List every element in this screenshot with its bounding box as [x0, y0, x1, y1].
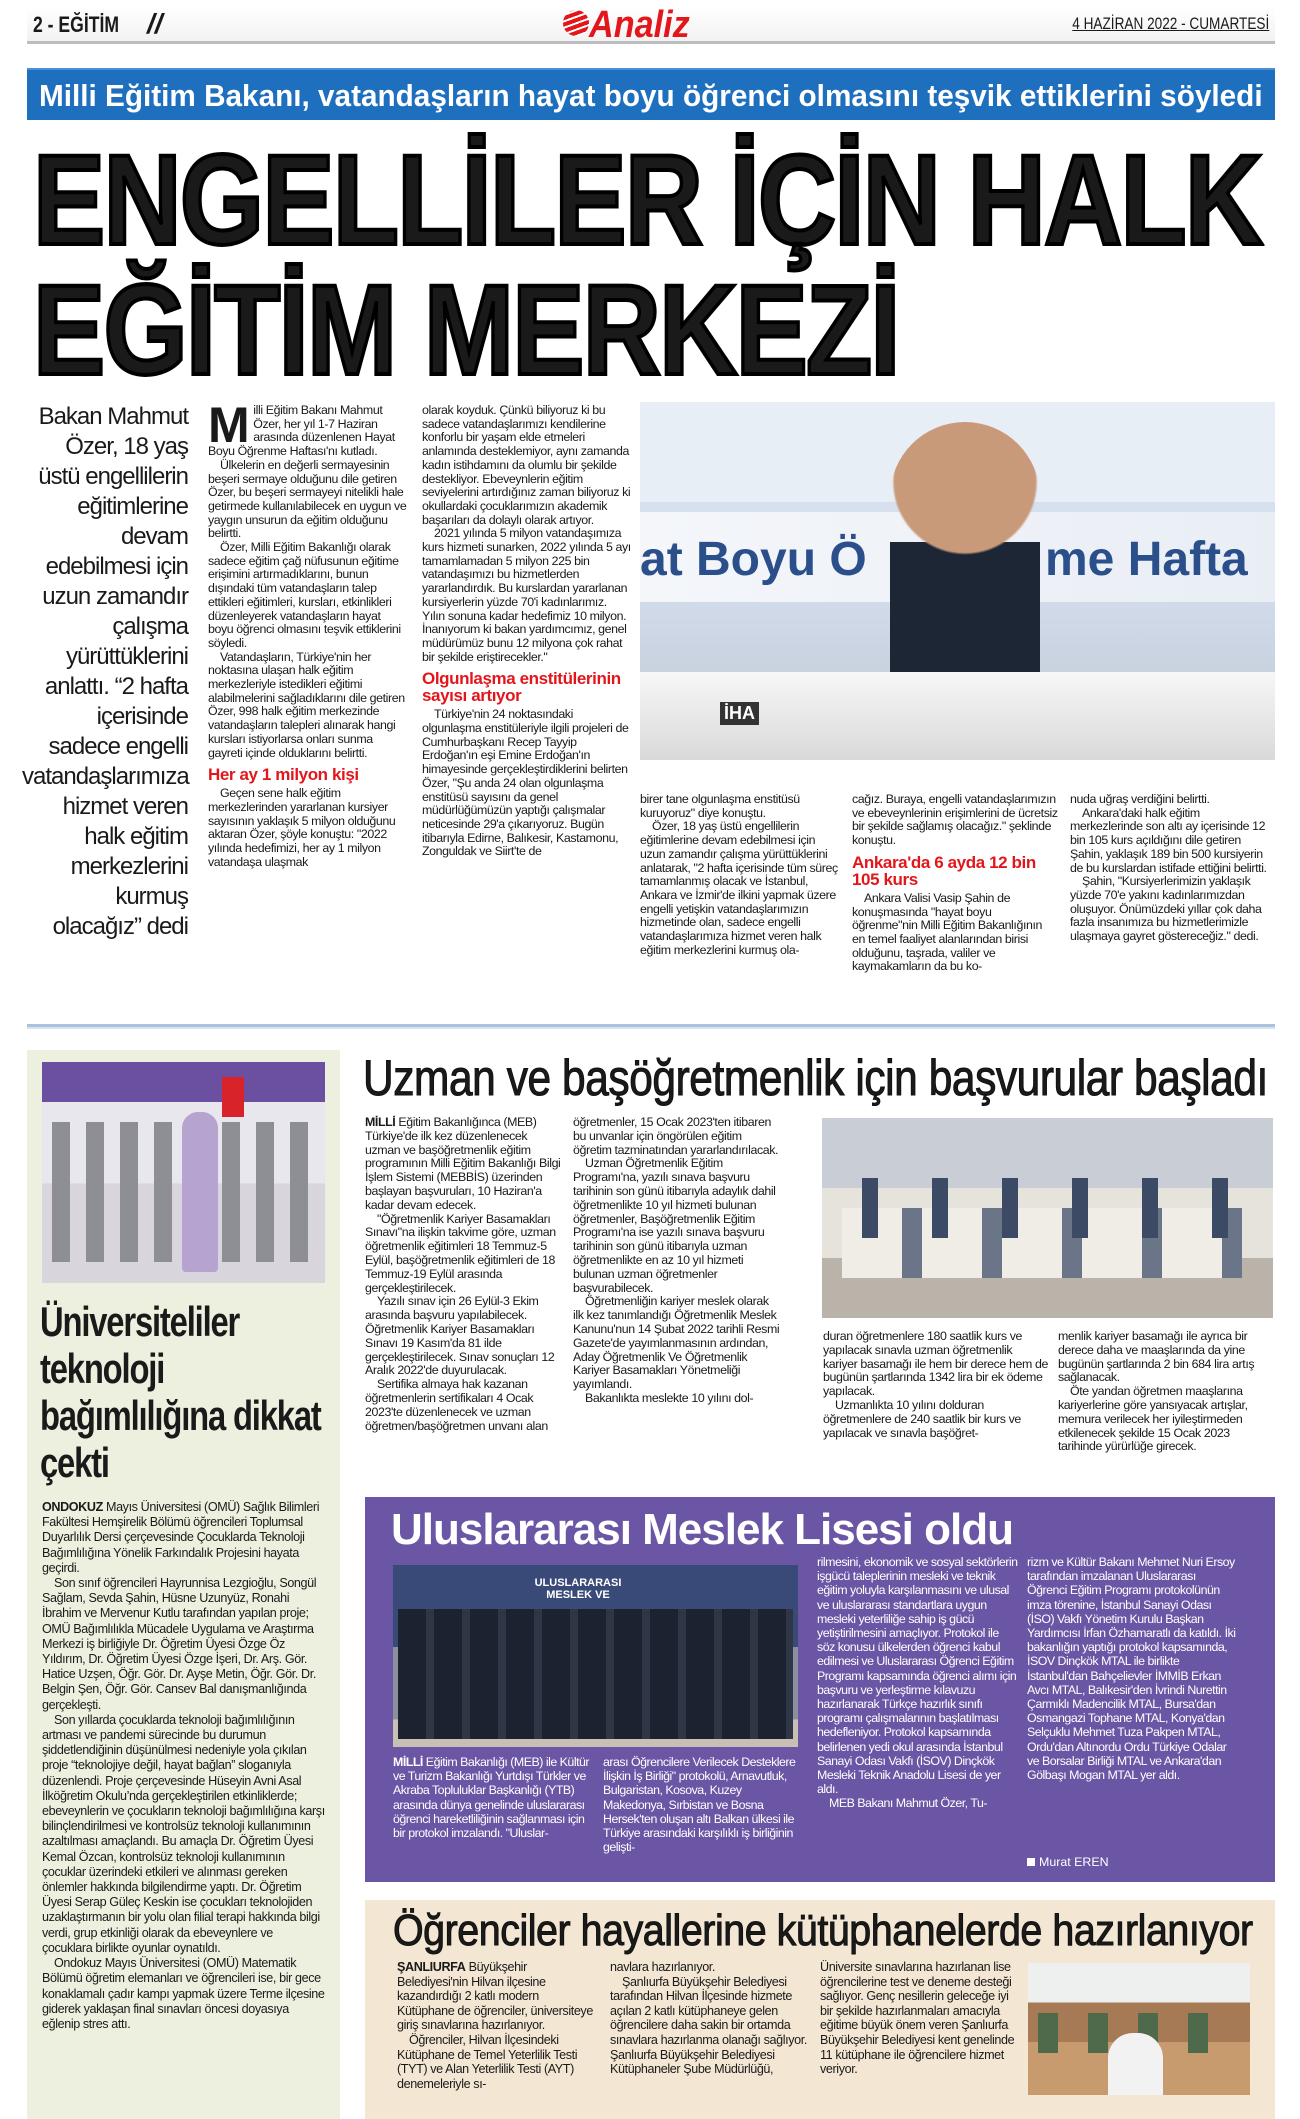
paragraph: Son yıllarda çocuklarda teknoloji bağımlılığının artması ve pandemi sürecinde bu durumun şiddetlendiğinin düşünülmesi nedeniyle yola çıkılan proje “teknolojiye değil, hayat bağlan” sloganıyla düzenlendi. Proje çerçevesinde Hüseyin Avni Asal İlköğretim Okulu’nda gerçekleştirilen etkinliklerde; ebeveynlerin ve çocukların teknoloji bağımlılığına karşı bilinçlendirilmesi ve kontrolsüz teknoloji kullanımının azaltılması amaçlandı. Bu amaçla Dr. Öğretim Üyesi Kemal Özcan, kontrolsüz teknoloji kullanımının çocuklar üzerindeki etkileri ve alınması gereken önlemler hakkında bilgilendirme yaptı. Dr. Öğretim Üyesi Serap Güleç Keskin ise çocukları teknolojiden uzaklaştırmanın bir yolu olan filial terapi hakkında bilgi verdi, grup etkinliği olarak da ebeveynlere ve çocuklara birlikte oyunlar oynatıldı.: [42, 1712, 325, 1955]
uzman-title-text: Uzman ve başöğretmenlik için başvurular başladı: [363, 1050, 1268, 1106]
paragraph-continued: olarak koyduk. Çünkü biliyoruz ki bu sadece vatandaşlarımızı kendilerine konforlu bir yaşam elde etmeleri anlamında desteklemiyor, aynı zamanda kadın istihdamını da olumlu bir şekilde destekliyor. Ebeveynlerin eğitim seviyelerini artırdığınız zaman biliyoruz ki okullardaki çocuklarımızın akademik başarıları da dolaylı olarak artıyor.: [422, 403, 631, 527]
paragraph-continued: navlara hazırlanıyor.: [610, 1960, 716, 1974]
kutuphane-title: Öğrenciler hayallerine kütüphanelerde hazırlanıyor: [393, 1906, 1253, 1955]
paragraph-text: Mayıs Üniversitesi (OMÜ) Sağlık Bilimleri Fakültesi Hemşirelik Bölümü öğrencileri Toplumsal Duyarlılık Dersi çerçevesinde Çocuklarda Teknoloji Bağımlılığına Yönelik Farkındalık Projesini hayata geçirdi.: [42, 1500, 320, 1575]
paragraph: MEB Bakanı Mahmut Özer, Tu-: [829, 1796, 987, 1811]
library-photo: [1028, 1963, 1250, 2095]
issue-date: 4 HAZİRAN 2022 - CUMARTESİ: [1071, 14, 1269, 33]
uzman-col-1: [365, 1116, 565, 1433]
photo-banner-text-right: me Hafta: [1045, 533, 1248, 586]
lead-paragraph: [208, 397, 408, 459]
lead-paragraph: [42, 1500, 325, 1576]
main-col-5: [1070, 793, 1275, 944]
main-col-3: [640, 793, 840, 957]
paragraph-text: Eğitim Bakanlığınca (MEB) Türkiye'de ilk kez düzenlenecek uzman ve başöğretmenlik eğitim programının Milli Eğitim Bakanlığı Bilgi İşlem Sistemi (MEBBİS) üzerinden başlayan başvuruları, 10 Haziran'a kadar devam edecek.: [365, 1115, 561, 1212]
minister-photo: [640, 402, 1275, 760]
paragraph: Ankara'daki halk eğitim merkezlerinde son altı ay içerisinde 12 bin 105 kurs açıldığını dile getiren Şahin, yaklaşık 189 bin 500 kursiyerin de bu kurslardan istifade ettiğini belirtti.: [1070, 805, 1267, 875]
paragraph: Öğrenciler, Hilvan İlçesindeki Kütüphane de Temel Yeterlilik Testi (TYT) ve Alan Yeterlilik Testi (AYT) denemeleriyle sı-: [397, 2032, 578, 2091]
paragraph: Yazılı sınav için 26 Eylül-3 Ekim arasında başvuru yapılabilecek. Öğretmenlik Kariyer Basamakları Sınavı 19 Kasım'da 81 ilde gerçekleştirilecek. Sınav sonuçları 12 Aralık 2022'de duyurulacak.: [365, 1294, 555, 1378]
lead-word: MİLLİ: [365, 1115, 396, 1129]
paragraph-continued: nuda uğraş verdiğini belirtti.: [1070, 792, 1210, 806]
section-label: 2 - EĞİTİM: [33, 12, 120, 37]
paragraph-continued: birer tane olgunlaşma enstitüsü kuruyoruz" diye konuştu.: [640, 792, 800, 820]
subheading: Her ay 1 milyon kişi: [208, 765, 359, 785]
meslek-col-1: [393, 1755, 591, 1840]
headline-line-1: ENGELLİLER İÇİN HALK: [33, 129, 1262, 272]
subheading: Olgunlaşma enstitülerinin sayısı artıyor: [422, 669, 621, 706]
photo-banner-text-left: at Boyu Ö: [640, 533, 867, 586]
section-mark: //: [147, 8, 163, 39]
lead-word: MİLLİ: [393, 1755, 423, 1769]
meslek-title-wrap: [391, 1505, 1013, 1555]
meslek-title: Uluslararası Meslek Lisesi oldu: [391, 1505, 1013, 1554]
paragraph-continued: arası Öğrencilere Verilecek Desteklere İlişkin İş Birliği" protokolü, Arnavutluk, Bulgaristan, Kosova, Kuzey Makedonya, Sırbistan ve Bosna Hersek'ten oluşan altı Balkan ülkesi ile Türkiye arasındaki karşılıklı iş birliğinin gelişti-: [603, 1755, 796, 1855]
headline-line-2: EĞİTİM MERKEZİ: [33, 259, 899, 402]
universite-col: [42, 1500, 325, 2032]
main-col-1: [208, 397, 408, 870]
kicker-text: Milli Eğitim Bakanı, vatandaşların hayat boyu öğrenci olmasını teşvik ettiklerini söyledi: [39, 78, 1263, 113]
uzman-col-4: [1058, 1330, 1275, 1454]
page-header: [27, 6, 1275, 44]
kutuphane-col-2: [610, 1960, 810, 2077]
paragraph: Bakanlıkta meslekte 10 yılını dol-: [585, 1390, 754, 1405]
kutuphane-col-3: [820, 1960, 1020, 2077]
paragraph: Ülkelerin en değerli sermayesinin beşeri sermaye olduğunu dile getiren Özer, bu beşeri sermayeyi nitelikli hale getirmede kullanılabilecek en uygun ve yaygın unsurun da eğitim olduğunu belirtti.: [208, 457, 407, 541]
students-figures: [862, 1178, 1242, 1238]
meslek-col-2: [603, 1755, 803, 1854]
lead-word: ŞANLIURFA: [397, 1960, 466, 1974]
paragraph-continued: rizm ve Kültür Bakanı Mehmet Nuri Ersoy tarafından imzalanan Uluslararası Öğrenci Eğitim Programı protokolünün imza törenine, İstanbul Sanayi Odası (İSO) Vakfı Yönetim Kurulu Başkan Yardımcısı İrfan Özhamaratlı da katıldı. İki bakanlığın yaptığı protokol kapsamında, İSOV Dinçkök MTAL ile birlikte İstanbul'dan Bahçelievler İMMİB Erkan Avcı MTAL, Balıkesir'den İvrindi Nurettin Çarmıklı Madencilik MTAL, Bursa'dan Osmangazi Tophane MTAL, Konya'dan Selçuklu Mehmet Tuza Pakpen MTAL, Ordu'dan Altınordu Ordu Türkiye Odalar ve Borsalar Birliği MTAL ve Ankara'dan Gölbaşı Mogan MTAL yer aldı.: [1027, 1555, 1236, 1783]
paragraph: Sertifika almaya hak kazanan öğretmenlerin sertifikaları 4 Ocak 2023'te düzenlenecek ve uzman öğretmen/başöğretmen unvanı alan: [365, 1377, 548, 1433]
paragraph: Ankara Valisi Vasip Şahin de konuşmasında "hayat boyu öğrenme"nin Milli Eğitim Bakanlığının en temel faaliyet alanlarından birisi olduğunu, taşrada, valiler ve kaymakamların da bu ko-: [852, 890, 1043, 974]
uzman-col-2: [573, 1116, 781, 1406]
headline: [33, 129, 1268, 402]
paragraph-text: illi Eğitim Bakanı Mahmut Özer, her yıl 1-7 Haziran arasında düzenlenen Hayat Boyu Öğrenme Haftası'nı kutladı.: [208, 403, 395, 459]
paragraph-continued: rilmesini, ekonomik ve sosyal sektörlerin işgücü taleplerinin mesleki ve teknik eğitim yoluyla karşılanmasını ve ulusal ve uluslararası standartlara uygun mesleki yeterliliğe sahip iş gücü yetiştirilmesini amaçlıyor. Protokol ile söz konusu ülkelerden öğrenci kabul edilmesi ve Uluslararası Öğrenci Eğitim Programı kapsamında öğrenci alımı için başvuru ve yerleştirme kılavuzu hazırlanarak Türkçe hazırlık sınıfı programı çalışmalarının başlatılması hedefleniyor. Protokol kapsamında belirlenen yedi okul arasında İstanbul Sanayi Odası Vakfı (İSOV) Dinçkök Mesleki Teknik Anadolu Lisesi de yer aldı.: [817, 1555, 1018, 1797]
paragraph-continued: öğretmenler, 15 Ocak 2023'ten itibaren bu unvanlar için öngörülen eğitim öğretim tazminatından yararlandırılacak.: [573, 1115, 779, 1157]
logo-globe-icon: [563, 10, 589, 36]
paragraph-text: Eğitim Bakanlığı (MEB) ile Kültür ve Turizm Bakanlığı Yurtdışı Türkler ve Akraba Topluluklar Başkanlığı (YTB) arasında dünya genelinde uluslararası öğrenci hareketliliğinin sağlanması için bir protokol imzalandı. "Uluslar-: [393, 1755, 590, 1841]
kutuphane-title-wrap: [393, 1906, 1263, 1956]
paragraph: Son sınıf öğrencileri Hayrunnisa Lezgioğlu, Songül Sağlam, Sevda Şahin, Hüsne Uzunyüz, Ronahi İbrahim ve Mervenur Kutlu tarafından yapılan proje; OMÜ Bağımlılıkla Mücadele Uygulama ve Araştırma Merkezi iş birliğiyle Dr. Öğretim Üyesi Özge Öz Yıldırım, Dr. Öğretim Üyesi Özge İşeri, Dr. Arş. Gör. Hatice Uzşen, Öğr. Gör. Dr. Ayşe Metin, Öğr. Gör. Dr. Belgin Şen, Öğr. Gör. Cansev Bal danışmanlığında gerçekleşti.: [42, 1576, 317, 1712]
paragraph: Özer, 18 yaş üstü engellilerin eğitimlerine devam edebilmesi için uzun zamandır çalışma yürüttüklerini anlatarak, "2 hafta içerisinde tüm süreç tamamlanmış olacak ve İstanbul, Ankara ve İzmir'de ilkini yapmak üzere engelli yetişkin vatandaşlarımızın hizmetinde olan, sadece engelli vatandaşlarımıza hizmet veren halk eğitim merkezlerini kurmuş ola-: [640, 819, 838, 957]
meslek-col-3: [817, 1555, 1019, 1811]
paragraph-continued: Üniversite sınavlarına hazırlanan lise öğrencilerine test ve deneme desteği sağlıyor. Genç nesillerin geleceğe iyi bir şekilde hazırlanmaları amacıyla eğitime büyük önem veren Şanlıurfa Büyükşehir Belediyesi kent genelinde 11 kütüphane ile öğrencilere hizmet veriyor.: [820, 1960, 1015, 2077]
students-photo: [42, 1062, 325, 1283]
officials-group: [398, 1609, 793, 1739]
lead-paragraph: [393, 1755, 591, 1840]
paragraph: Uzman Öğretmenlik Eğitim Programı'na, yazılı sınava başvuru tarihinin son günü itibarıyla adaylık dahil öğretmenlikte 10 yıl hizmeti bulunan öğretmenler, Başöğretmenlik Eğitim Programı'na ise yazılı sınava başvuru tarihinin son günü itibarıyla uzman öğretmenlikte en az 10 yıl hizmeti bulunan uzman öğretmenler başvurabilecek.: [573, 1156, 776, 1295]
paragraph: "Öğretmenlik Kariyer Basamakları Sınavı"na ilişkin takvime göre, uzman öğretmenlik eğitimleri 18 Temmuz-5 Eylül, başöğretmenlik eğitimleri de 18 Temmuz-19 Eylül arasında gerçekleştirilecek.: [365, 1211, 556, 1295]
logo: Analiz: [589, 4, 690, 46]
byline-square-icon: [1027, 1858, 1035, 1866]
paragraph: Vatandaşların, Türkiye'nin her noktasına ulaşan halk eğitim merkezleriyle istedikleri eğitimi alabilmelerini sağladıklarını dile getiren Özer, 998 halk eğitim merkezinde vatandaşların talepleri alınarak hangi kursları istiyorlarsa onları sunma gayreti içinde olduklarını belirtti.: [208, 649, 405, 760]
student-figure: [1108, 2033, 1163, 2095]
flag-icon: [222, 1077, 244, 1117]
section-divider: [27, 1024, 1275, 1029]
paragraph: Türkiye'nin 24 noktasındaki olgunlaşma enstitüleriyle ilgili projeleri de Cumhurbaşkanı Recep Tayyip Erdoğan'ın eşi Emine Erdoğan'ın himayesinde gerçekleştirdiklerini belirten Özer, "Şu anda 24 olan olgunlaşma enstitüsü sayısını da genel müdürlüğümüzün yaptığı çalışmalar neticesinde 29'a çıkarıyoruz. Bugün itibarıyla Edirne, Balıkesir, Kastamonu, Zonguldak ve Siirt'te de: [422, 707, 629, 859]
paragraph-continued: duran öğretmenlere 180 saatlik kurs ve yapılacak sınavla uzman öğretmenlik kariyer basamağı ile hem bir derece hem de bugünün şartlarında 1342 lira bir ek ödeme yapılacak.: [823, 1329, 1048, 1399]
paragraph: Öte yandan öğretmen maaşlarına kariyerlerine göre yansıyacak artışlar, memura verilecek her iyileştirmeden etkilenecek şekilde 15 Ocak 2023 tarihinde yürürlüğe girecek.: [1058, 1384, 1248, 1454]
kutuphane-article: [365, 1900, 1275, 2119]
kutuphane-col-1: [397, 1960, 597, 2091]
lead-paragraph: [365, 1116, 565, 1213]
paragraph: Öğretmenliğin kariyer meslek olarak ilk kez tanımlandığı Öğretmenlik Meslek Kanunu'nun 14 Şubat 2022 tarihli Resmi Gazete'de yayımlanmasının ardından, Aday Öğretmenlik Ve Öğretmenlik Kariyer Basamakları Yönetmeliği yayımlandı.: [573, 1294, 780, 1392]
drop-cap: M: [208, 397, 250, 453]
byline: [1027, 1855, 1109, 1869]
meslek-col-4: [1027, 1555, 1237, 1782]
teacher-figure: [182, 1112, 218, 1272]
paragraph-continued: menlik kariyer basamağı ile ayrıca bir derece daha ve maaşlarında da yine bugünün şartlarında 2 bin 684 lira artış sağlanacak.: [1058, 1329, 1255, 1385]
paragraph: Ondokuz Mayıs Üniversitesi (OMÜ) Matematik Bölümü öğretim elemanları ve öğrencileri ise, bir gece konaklamalı çadır kampı yapmak üzere Terme ilçesine giderek yaklaşan final sınavları öncesi doyasıya eğlenip stres attı.: [42, 1956, 325, 2031]
subheading: Ankara'da 6 ayda 12 bin 105 kurs: [852, 852, 1036, 889]
paragraph-continued: cağız. Buraya, engelli vatandaşlarımızın ve ebeveynlerinin erişimlerini de ücretsiz bir şekilde sağlamış olacağız." şeklinde konuştu.: [852, 792, 1058, 848]
protocol-photo-banner: ULUSLARARASI MESLEK VE: [534, 1577, 622, 1601]
uzman-title: [363, 1050, 1273, 1106]
paragraph: Uzmanlıkta 10 yılını dolduran öğretmenlere de 240 saatlik bir kurs ve yapılacak ve sınavla başöğret-: [823, 1397, 1021, 1440]
universite-title: Üniversiteliler teknoloji bağımlılığına dikkat çekti: [40, 1298, 321, 1486]
paragraph: Geçen sene halk eğitim merkezlerinden yararlanan kursiyer sayısının yaklaşık 5 milyon olduğunu aktaran Özer, şöyle konuştu: "2022 yılında hedefimizi, her ay 1 milyon vatandaşa ulaşmak: [208, 786, 396, 869]
paragraph: Özer, Milli Eğitim Bakanlığı olarak sadece eğitim çağ nüfusunun eğitime erişimini artırmadıklarını, bunun dışındaki tüm vatandaşların talep ettikleri eğitimleri, kursları, etkinlikleri düzenleyerek vatandaşların hayat boyu öğrenci olmasını teşvik ettiklerini söyledi.: [208, 540, 401, 650]
meslek-article: [365, 1497, 1275, 1882]
paragraph: 2021 yılında 5 milyon vatandaşımıza kurs hizmeti sunarken, 2022 yılında 5 ayı tamamlamadan 5 milyon 225 bin vatandaşımızı bu hizmetlerden yararlandırdık. Bu kurslardan yararlanan kursiyerlerin yüzde 70'i kadınlarımız. Yılın sonuna kadar hedefimiz 10 milyon. İnanıyorum ki bakan yardımcımız, genel müdürümüz bunu 12 milyona çok rahat bir şekilde eriştirecekler.": [422, 526, 631, 664]
paragraph: Şahin, "Kursiyerlerimizin yaklaşık yüzde 70'e yakını kadınlarımızdan oluşuyor. Önümüzdeki yıllar çok daha fazla insanımıza bu hizmetlerimizle ulaşmaya gayret göstereceğiz." dedi.: [1070, 874, 1262, 944]
main-col-2: [422, 404, 632, 859]
paragraph: Şanlıurfa Büyükşehir Belediyesi tarafından Hilvan İlçesinde hizmete açılan 2 katlı kütüphaneye gelen öğrencilere daha sakin bir ortamda sınavlara hazırlanma olanağı sağlıyor. Şanlıurfa Büyükşehir Belediyesi Kütüphaneler Şube Müdürlüğü,: [610, 1974, 807, 2077]
protocol-photo: [393, 1565, 798, 1747]
paragraph-text: Büyükşehir Belediyesi'nin Hilvan ilçesine kazandırdığı 2 katlı modern Kütüphane de öğrenciler, üniversiteye giriş sınavlarına hazırlanıyor.: [397, 1960, 593, 2033]
lead-word: ONDOKUZ: [42, 1500, 103, 1514]
pull-quote: Bakan Mahmut Özer, 18 yaş üstü engellilerin eğitimlerine devam edebilmesi için uzun zamandır çalışma yürüttüklerini anlattı. “2 hafta içerisinde sadece engelli vatandaşlarımıza hizmet veren halk eğitim merkezlerini kurmuş olacağız” dedi: [22, 403, 189, 940]
main-col-4: [852, 793, 1058, 974]
lead-paragraph: [397, 1960, 597, 2033]
photo-watermark: İHA: [720, 702, 759, 725]
classroom-photo: [822, 1118, 1273, 1318]
kicker-banner: [27, 68, 1275, 120]
uzman-col-3: [823, 1330, 1048, 1440]
byline-author: Murat EREN: [1039, 1855, 1109, 1869]
